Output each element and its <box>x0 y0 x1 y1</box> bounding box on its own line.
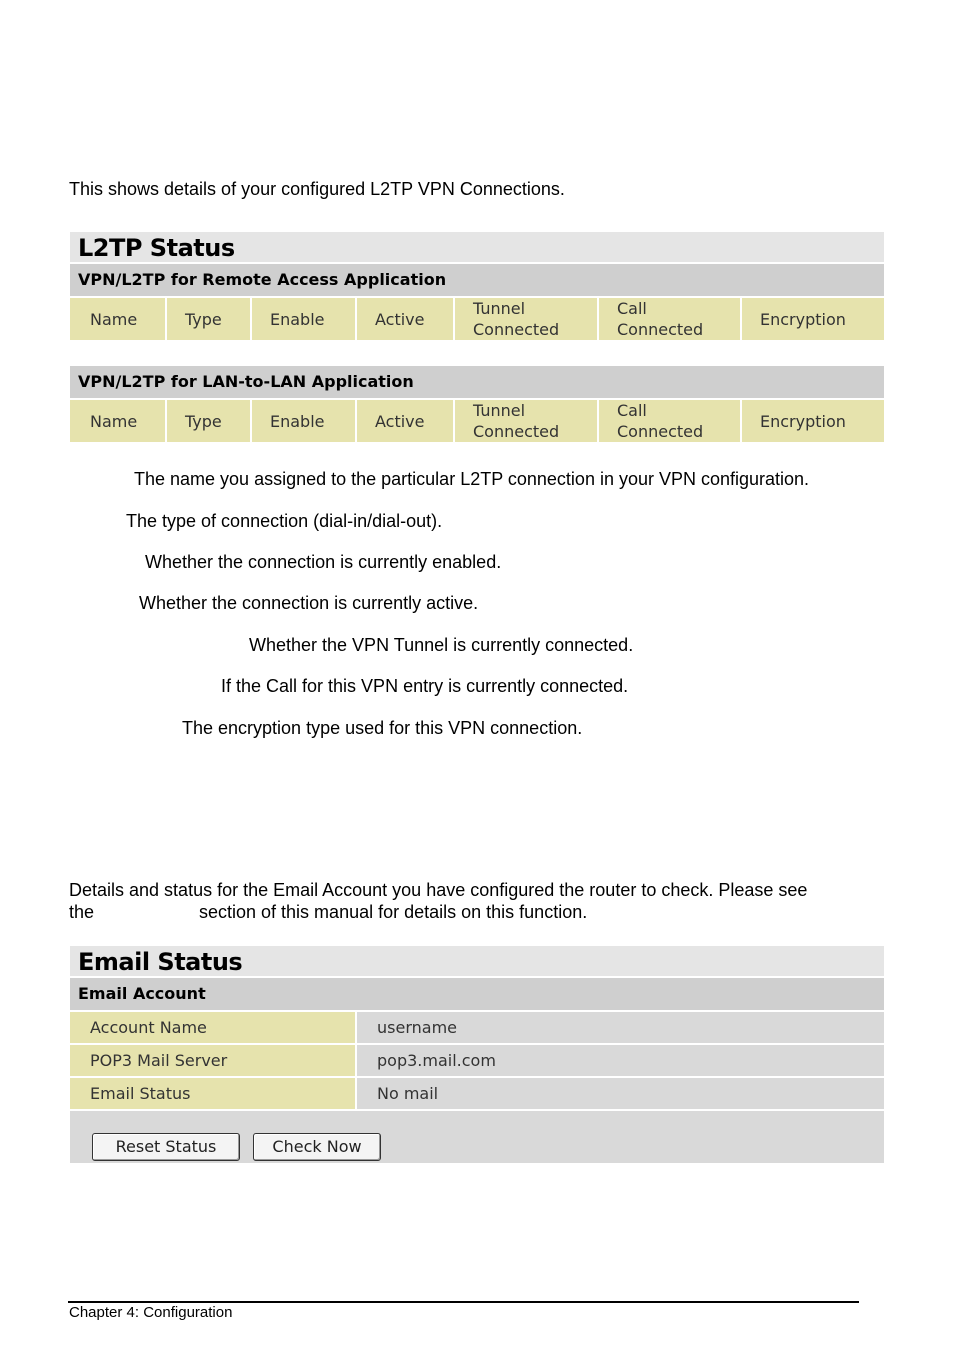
footer-divider <box>68 1301 859 1303</box>
column-header-tunnel-connected: Tunnel Connected <box>453 400 597 442</box>
check-now-button[interactable]: Check Now <box>253 1133 381 1161</box>
column-header-enable: Enable <box>250 298 355 340</box>
intro-text: This shows details of your configured L2TP VPN Connections. <box>69 179 565 199</box>
email-intro-line2-start: the <box>69 902 95 922</box>
column-header-type: Type <box>165 400 250 442</box>
description-name: The name you assigned to the particular L2TP connection in your VPN configuration. <box>134 469 810 489</box>
description-active: Whether the connection is currently active. <box>139 593 479 613</box>
section-spacer <box>70 340 884 366</box>
description-enable: Whether the connection is currently enabled. <box>145 552 502 572</box>
account-name-value: username <box>355 1012 884 1043</box>
column-header-call-connected: Call Connected <box>597 298 740 340</box>
column-header-tunnel-connected: Tunnel Connected <box>453 298 597 340</box>
email-status-value: No mail <box>355 1078 884 1109</box>
email-button-bar <box>70 1109 884 1163</box>
remote-access-column-headers <box>70 296 884 340</box>
email-status-row <box>70 1076 884 1109</box>
description-type: The type of connection (dial-in/dial-out). <box>126 511 443 531</box>
column-header-encryption: Encryption <box>740 298 884 340</box>
account-name-label: Account Name <box>70 1012 355 1043</box>
pop3-server-value: pop3.mail.com <box>355 1045 884 1076</box>
description-tunnel-connected: Whether the VPN Tunnel is currently connected. <box>249 635 634 655</box>
column-header-active: Active <box>355 400 453 442</box>
column-header-name: Name <box>70 298 165 340</box>
description-call-connected: If the Call for this VPN entry is currently connected. <box>221 676 629 696</box>
reset-status-button[interactable]: Reset Status <box>92 1133 240 1161</box>
lan-to-lan-column-headers <box>70 398 884 442</box>
email-account-section-heading: Email Account <box>70 978 884 1010</box>
email-status-label: Email Status <box>70 1078 355 1109</box>
lan-to-lan-section-heading: VPN/L2TP for LAN-to-LAN Application <box>70 366 884 398</box>
column-header-active: Active <box>355 298 453 340</box>
email-intro-line2-end: section of this manual for details on this function. <box>199 902 588 922</box>
column-header-type: Type <box>165 298 250 340</box>
email-status-panel <box>70 946 884 1163</box>
remote-access-section-heading: VPN/L2TP for Remote Access Application <box>70 264 884 296</box>
column-header-name: Name <box>70 400 165 442</box>
column-header-call-connected: Call Connected <box>597 400 740 442</box>
description-encryption: The encryption type used for this VPN connection. <box>182 718 583 738</box>
l2tp-status-panel <box>70 232 884 442</box>
l2tp-status-title: L2TP Status <box>70 232 884 264</box>
footer-chapter: Chapter 4: Configuration <box>69 1304 233 1321</box>
column-header-enable: Enable <box>250 400 355 442</box>
account-name-row <box>70 1010 884 1043</box>
email-status-title: Email Status <box>70 946 884 978</box>
email-intro-line1: Details and status for the Email Account you have configured the router to check. Please see <box>69 880 808 900</box>
column-header-encryption: Encryption <box>740 400 884 442</box>
pop3-server-label: POP3 Mail Server <box>70 1045 355 1076</box>
pop3-server-row <box>70 1043 884 1076</box>
